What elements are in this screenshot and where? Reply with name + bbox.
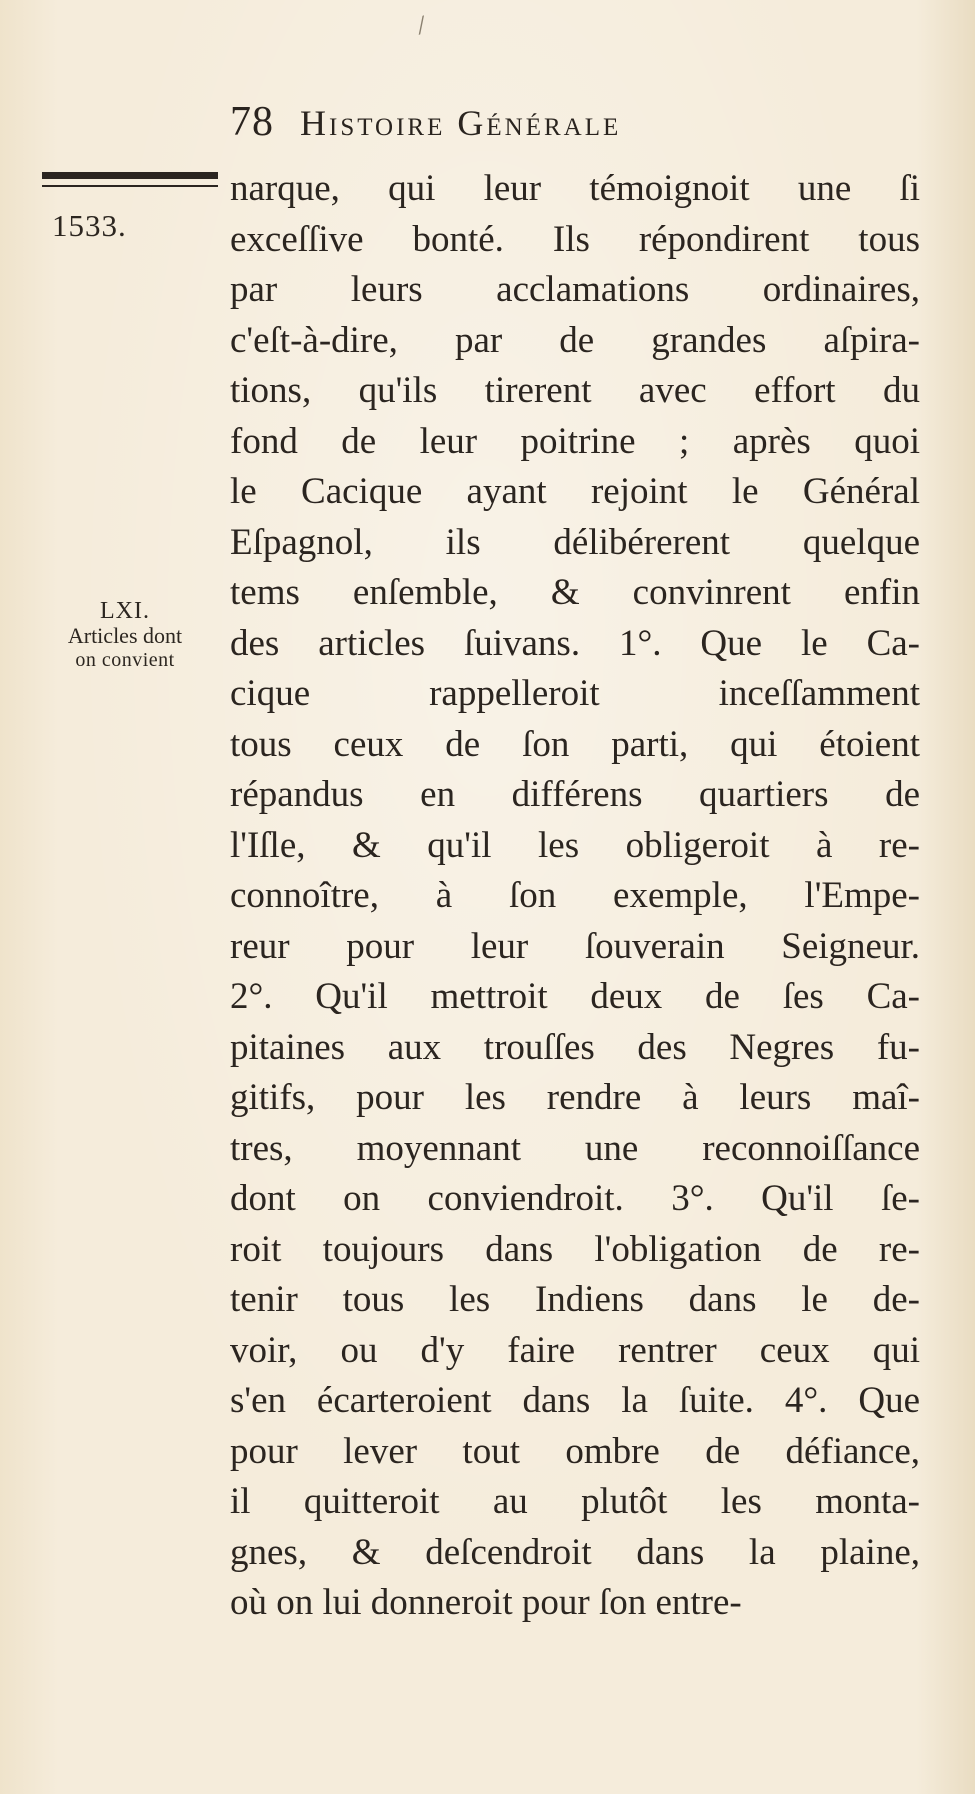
text-line: tions, qu'ils tirerent avec effort du: [230, 370, 920, 411]
text-line: tres, moyennant une reconnoiſſance: [230, 1127, 920, 1169]
text-line: narque, qui leur témoignoit une ſi: [230, 168, 920, 209]
running-title: Histoire Générale: [300, 103, 622, 143]
header-rule-thick: [42, 172, 218, 179]
text-line: gnes, & deſcendroit dans la plaine,: [230, 1531, 920, 1573]
text-line: voir, ou d'y faire rentrer ceux qui: [230, 1329, 920, 1371]
text-line: tenir tous les Indiens dans le de-: [230, 1279, 920, 1320]
margin-note: [30, 598, 220, 671]
text-line: il quitteroit au plutôt les monta-: [230, 1481, 920, 1522]
text-line: c'eſt-à-dire, par de grandes aſpira-: [230, 319, 920, 361]
text-line: où on lui donneroit pour ſon entre-: [230, 1582, 742, 1623]
text-line: Eſpagnol, ils délibérerent quelque: [230, 521, 920, 563]
page-number: 78: [230, 99, 274, 145]
text-line: le Cacique ayant rejoint le Général: [230, 471, 920, 512]
margin-note-line-2: on convient: [75, 648, 175, 671]
text-line: fond de leur poitrine ; après quoi: [230, 420, 920, 462]
text-line: reur pour leur ſouverain Seigneur.: [230, 925, 920, 967]
text-line: cique rappelleroit inceſſamment: [230, 673, 920, 714]
text-line: des articles ſuivans. 1°. Que le Ca-: [230, 622, 920, 664]
text-line: dont on conviendroit. 3°. Qu'il ſe-: [230, 1178, 920, 1219]
text-line: tems enſemble, & convinrent enfin: [230, 572, 920, 613]
margin-note-number: LXI.: [100, 598, 150, 624]
text-line: tous ceux de ſon parti, qui étoient: [230, 723, 920, 765]
body-text: [230, 164, 920, 1629]
header-rule-thin: [42, 185, 218, 187]
text-line: l'Iſle, & qu'il les obligeroit à re-: [230, 824, 920, 866]
page-header: [230, 98, 930, 148]
top-pencil-mark: ⁄: [415, 14, 428, 39]
text-line: s'en écarteroient dans la ſuite. 4°. Que: [230, 1380, 920, 1421]
text-line: roit toujours dans l'obligation de re-: [230, 1228, 920, 1270]
text-line: répandus en différens quartiers de: [230, 774, 920, 815]
margin-note-line-1: Articles dont: [67, 623, 183, 649]
text-line: pitaines aux trouſſes des Negres fu-: [230, 1026, 920, 1068]
text-line: exceſſive bonté. Ils répondirent tous: [230, 218, 920, 260]
margin-year: 1533.: [52, 208, 127, 243]
text-line: gitifs, pour les rendre à leurs maî-: [230, 1077, 920, 1118]
text-line: 2°. Qu'il mettroit deux de ſes Ca-: [230, 976, 920, 1017]
text-line: par leurs acclamations ordinaires,: [230, 269, 920, 310]
text-line: pour lever tout ombre de défiance,: [230, 1430, 920, 1472]
text-line: connoître, à ſon exemple, l'Empe-: [230, 875, 920, 916]
